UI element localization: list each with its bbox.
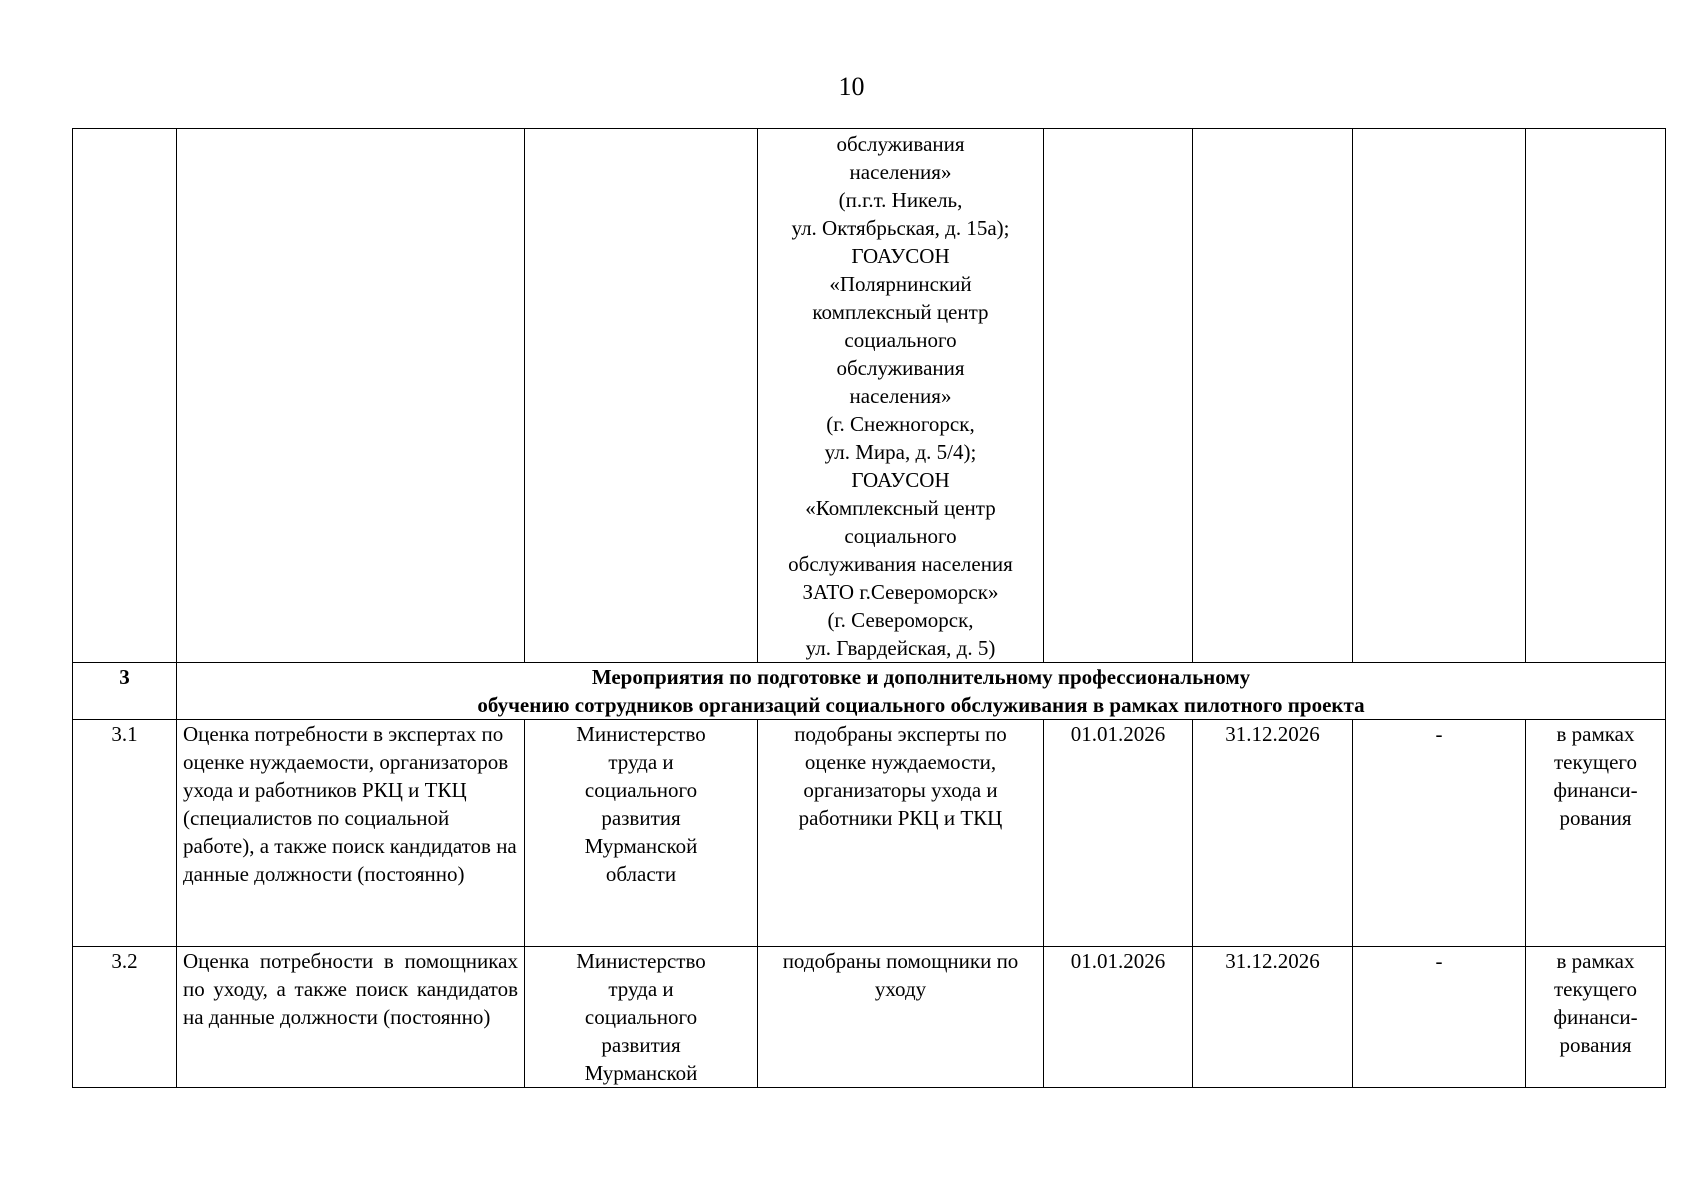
funding-line: в рамках (1556, 722, 1635, 746)
continuation-number-cell (73, 129, 177, 663)
page-number: 10 (838, 72, 865, 101)
amount-cell: - (1353, 720, 1526, 947)
funding-line: в рамках (1556, 949, 1635, 973)
funding-line: текущего (1554, 750, 1637, 774)
executor-line: ГОАУСОН (851, 244, 950, 268)
executor-line: (г. Североморск, (827, 608, 974, 632)
end-date-cell: 31.12.2026 (1193, 947, 1353, 1088)
table-row (73, 720, 1666, 947)
responsible-cell (525, 947, 758, 1088)
executor-line: ул. Октябрьская, д. 15а); (791, 216, 1010, 240)
section-row (73, 663, 1666, 720)
responsible-line: социального (584, 1005, 698, 1029)
continuation-activity-cell (177, 129, 525, 663)
row-number: 3.2 (73, 947, 177, 1088)
continuation-end-cell (1193, 129, 1353, 663)
continuation-executor-cell (758, 129, 1044, 663)
executor-line: ГОАУСОН (851, 468, 950, 492)
result-cell: подобраны эксперты по оценке нуждаемости, организаторы ухода и работники РКЦ и ТКЦ (758, 720, 1044, 947)
executor-line: ул. Мира, д. 5/4); (824, 440, 977, 464)
executor-line: обслуживания (836, 132, 965, 156)
funding-cell (1526, 947, 1666, 1088)
amount-cell: - (1353, 947, 1526, 1088)
executor-line: обслуживания населения (788, 552, 1013, 576)
executor-line: (п.г.т. Никель, (838, 188, 963, 212)
start-date-cell: 01.01.2026 (1044, 947, 1193, 1088)
continuation-amount-cell (1353, 129, 1526, 663)
section-number: 3 (73, 663, 177, 720)
continuation-funding-cell (1526, 129, 1666, 663)
executor-line: «Полярнинский (829, 272, 972, 296)
activities-table (72, 128, 1666, 1088)
funding-cell (1526, 720, 1666, 947)
executor-line: обслуживания (836, 356, 965, 380)
activity-cell: Оценка потребности в экспертах по оценке нуждаемости, организаторов ухода и работников РКЦ и ТКЦ (специалистов по социальной работе), а также поиск кандидатов на данные должности (постоянно) (177, 720, 525, 947)
funding-line: рования (1559, 1033, 1632, 1057)
responsible-line: Мурманской (584, 1061, 698, 1085)
responsible-line: Мурманской (584, 834, 698, 858)
row-number: 3.1 (73, 720, 177, 947)
table-row (73, 947, 1666, 1088)
executor-line: ул. Гвардейская, д. 5) (805, 636, 996, 660)
funding-line: финанси- (1553, 778, 1638, 802)
section-title (177, 663, 1666, 720)
continuation-row (73, 129, 1666, 663)
responsible-line: Министерство (576, 949, 706, 973)
executor-line: населения» (849, 384, 952, 408)
responsible-line: развития (601, 1033, 681, 1057)
executor-line: социального (844, 328, 957, 352)
responsible-line: развития (601, 806, 681, 830)
executor-line: «Комплексный центр (805, 496, 996, 520)
funding-line: текущего (1554, 977, 1637, 1001)
section-title-line: Мероприятия по подготовке и дополнительному профессиональному (591, 665, 1251, 689)
end-date-cell: 31.12.2026 (1193, 720, 1353, 947)
responsible-cell (525, 720, 758, 947)
responsible-line: труда и (608, 750, 674, 774)
executor-line: комплексный центр (812, 300, 989, 324)
executor-line: населения» (849, 160, 952, 184)
section-title-line: обучению сотрудников организаций социального обслуживания в рамках пилотного проекта (477, 693, 1365, 717)
continuation-start-cell (1044, 129, 1193, 663)
responsible-line: труда и (608, 977, 674, 1001)
responsible-line: Министерство (576, 722, 706, 746)
funding-line: финанси- (1553, 1005, 1638, 1029)
responsible-line: области (605, 862, 677, 886)
executor-line: (г. Снежногорск, (826, 412, 975, 436)
activity-cell: Оценка потребности в помощниках по уходу, а также поиск кандидатов на данные должности (постоянно) (177, 947, 525, 1088)
continuation-responsible-cell (525, 129, 758, 663)
start-date-cell: 01.01.2026 (1044, 720, 1193, 947)
responsible-line: социального (584, 778, 698, 802)
executor-line: ЗАТО г.Североморск» (802, 580, 999, 604)
executor-line: социального (844, 524, 957, 548)
funding-line: рования (1559, 806, 1632, 830)
result-cell: подобраны помощники по уходу (758, 947, 1044, 1088)
